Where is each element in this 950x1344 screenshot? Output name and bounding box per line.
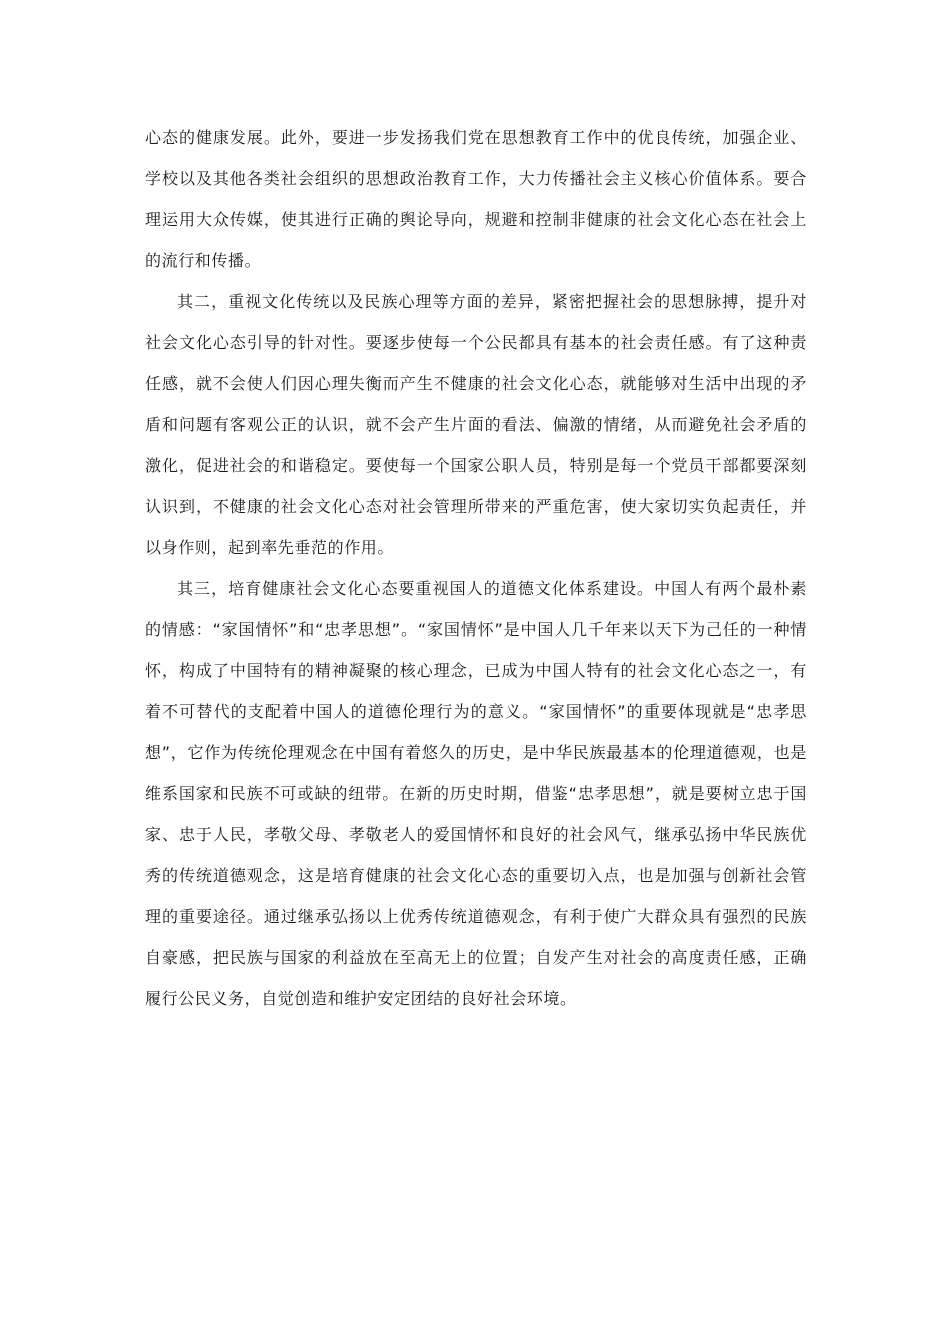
paragraph-1: 心态的健康发展。此外，要进一步发扬我们党在思想教育工作中的优良传统，加强企业、学校以及其他各类社会组织的思想政治教育工作，大力传播社会主义核心价值体系。要合理运用大众传媒，使其进行正确的舆论导向，规避和控制非健康的社会文化心态在社会上的流行和传播。 bbox=[145, 128, 807, 270]
paragraph-2: 其二，重视文化传统以及民族心理等方面的差异，紧密把握社会的思想脉搏，提升对社会文化心态引导的针对性。要逐步使每一个公民都具有基本的社会责任感。有了这种责任感，就不会使人们因心理失衡而产生不健康的社会文化心态，就能够对生活中出现的矛盾和问题有客观公正的认识，就不会产生片面的看法、偏激的情绪，从而避免社会矛盾的激化，促进社会的和谐稳定。要使每一个国家公职人员，特别是每一个党员干部都要深刻认识到，不健康的社会文化心态对社会管理所带来的严重危害，使大家切实负起责任，并以身作则，起到率先垂范的作用。 bbox=[145, 292, 807, 557]
paragraph-3: 其三，培育健康社会文化心态要重视国人的道德文化体系建设。中国人有两个最朴素的情感：“家国情怀”和“忠孝思想”。“家国情怀”是中国人几千年来以天下为己任的一种情怀，构成了中国特有的精神凝聚的核心理念，已成为中国人特有的社会文化心态之一，有着不可替代的支配着中国人的道德伦理行为的意义。“家国情怀”的重要体现就是“忠孝思想”，它作为传统伦理观念在中国有着悠久的历史，是中华民族最基本的伦理道德观，也是维系国家和民族不可或缺的纽带。在新的历史时期，借鉴“忠孝思想”，就是要树立忠于国家、忠于人民，孝敬父母、孝敬老人的爱国情怀和良好的社会风气，继承弘扬中华民族优秀的传统道德观念，这是培育健康的社会文化心态的重要切入点，也是加强与创新社会管理的重要途径。通过继承弘扬以上优秀传统道德观念，有利于使广大群众具有强烈的民族自豪感，把民族与国家的利益放在至高无上的位置；自发产生对社会的高度责任感，正确履行公民义务，自觉创造和维护安定团结的良好社会环境。 bbox=[145, 579, 807, 1008]
document-body bbox=[145, 117, 807, 1019]
